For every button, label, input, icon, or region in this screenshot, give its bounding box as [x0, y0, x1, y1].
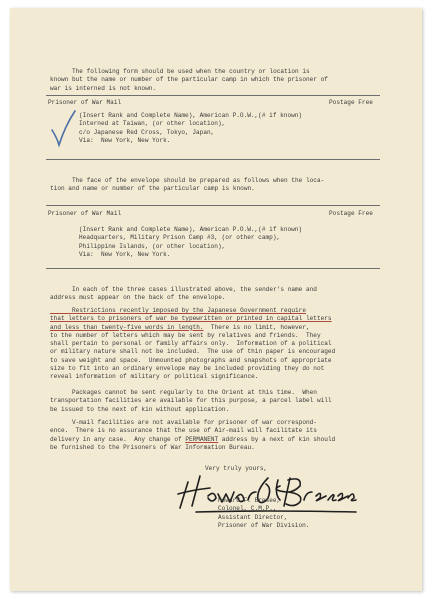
restrictions-underlined: that letters to prisoners of war be typewritten or printed in capital letters	[50, 315, 332, 323]
middle-line: The face of the envelope should be prepared as follows when the loca-	[50, 177, 325, 184]
restrictions-underlined: Restrictions recently imposed by the Japanese Government require	[50, 307, 306, 314]
middle-paragraph	[50, 177, 324, 194]
envelope1-top-rule	[46, 95, 380, 96]
envelope1-header-right: Postage Free	[329, 99, 373, 106]
restrictions-line: to save weight and space. Unmounted photographs and snapshots of appropriate	[50, 356, 332, 364]
restrictions-underlined: and less than twenty-five words in length.	[50, 323, 204, 331]
closing-block	[218, 497, 309, 530]
intro-line: known but the name or number of the particular camp in which the prisoner of	[50, 76, 328, 84]
restrictions-line: There is no limit, however,	[203, 323, 310, 331]
envelope1-line: c/o Japanese Red Cross, Tokyo, Japan,	[79, 128, 215, 136]
envelope1-header-left: Prisoner of War Mail	[48, 99, 122, 106]
restrictions-line: shall pertain to personal or family affairs only. Information of a political	[50, 340, 332, 348]
signer-name: Howard F. Bresee,	[218, 497, 281, 504]
envelope2-top-rule	[46, 205, 380, 206]
intro-line: The following form should be used when the country or location is	[50, 68, 310, 75]
sender-paragraph	[50, 286, 317, 303]
envelope2-line: Philippine Islands, (or other location),	[79, 242, 226, 250]
envelope2-line: Headquarters, Military Prison Camp #3, (or other camp),	[79, 234, 281, 242]
restrictions-line: size to fit into an ordinary envelope may be included providing they do not	[50, 365, 325, 373]
envelope1-line: Via: New York, New York.	[79, 136, 171, 144]
envelope1-address	[79, 112, 302, 145]
signer-rank: Colonel, C.M.P.,	[218, 505, 277, 513]
vmail-permanent-underlined: PERMANENT	[185, 435, 219, 443]
envelope2-line: (Insert Rank and Complete Name), American P.O.W.,(# if known)	[79, 226, 303, 233]
vmail-line: be furnished to the Prisoners of War Information Bureau.	[50, 443, 255, 451]
sender-line: In each of the three cases illustrated above, the sender's name and	[50, 286, 317, 293]
signer-title: Assistant Director,	[218, 513, 288, 521]
vmail-line: ence. There is no assurance that the use of Air-mail will facilitate its	[50, 427, 317, 435]
packages-line: transportation facilities are available for this purpose, a parcel label will	[50, 397, 332, 405]
checkmark-icon	[49, 108, 77, 148]
intro-line: war is interned is not known.	[50, 84, 157, 92]
envelope1-line: (Insert Rank and Complete Name), American P.O.W.,(# if known)	[79, 112, 303, 119]
intro-paragraph	[50, 68, 328, 93]
sender-line: address must appear on the back of the envelope.	[50, 294, 226, 302]
packages-paragraph	[50, 389, 332, 414]
vmail-line: V-mail facilities are not available for prisoner of war correspond-	[50, 419, 317, 426]
packages-line: be issued to the next of kin without application.	[50, 405, 230, 413]
middle-line: tion and name or number of the particular camp is known.	[50, 185, 255, 193]
envelope2-header-left: Prisoner of War Mail	[48, 210, 122, 217]
restrictions-paragraph	[50, 307, 335, 382]
signer-division: Prisoner of War Division.	[218, 521, 310, 529]
envelope1-line: Interned at Taiwan, (or other location),	[79, 120, 226, 128]
envelope1-bottom-rule	[46, 159, 380, 160]
envelope2-line: Via: New York, New York.	[79, 250, 171, 258]
packages-line: Packages cannot be sent regularly to the Orient at this time. When	[50, 389, 317, 396]
envelope2-address	[79, 226, 302, 259]
restrictions-line: reveal information of military or political significance.	[50, 373, 259, 381]
vmail-paragraph	[50, 419, 335, 452]
vmail-line: delivery in any case. Any change of	[50, 435, 186, 443]
envelope2-bottom-rule	[46, 268, 380, 269]
salutation: Very truly yours,	[205, 465, 268, 472]
vmail-line: address by a next of kin should	[218, 435, 336, 443]
restrictions-line: or military nature shall not be included. The use of thin paper is encouraged	[50, 348, 336, 356]
envelope2-header-right: Postage Free	[329, 210, 373, 217]
restrictions-line: to the number of letters which may be sent by relatives and friends. They	[50, 331, 321, 339]
